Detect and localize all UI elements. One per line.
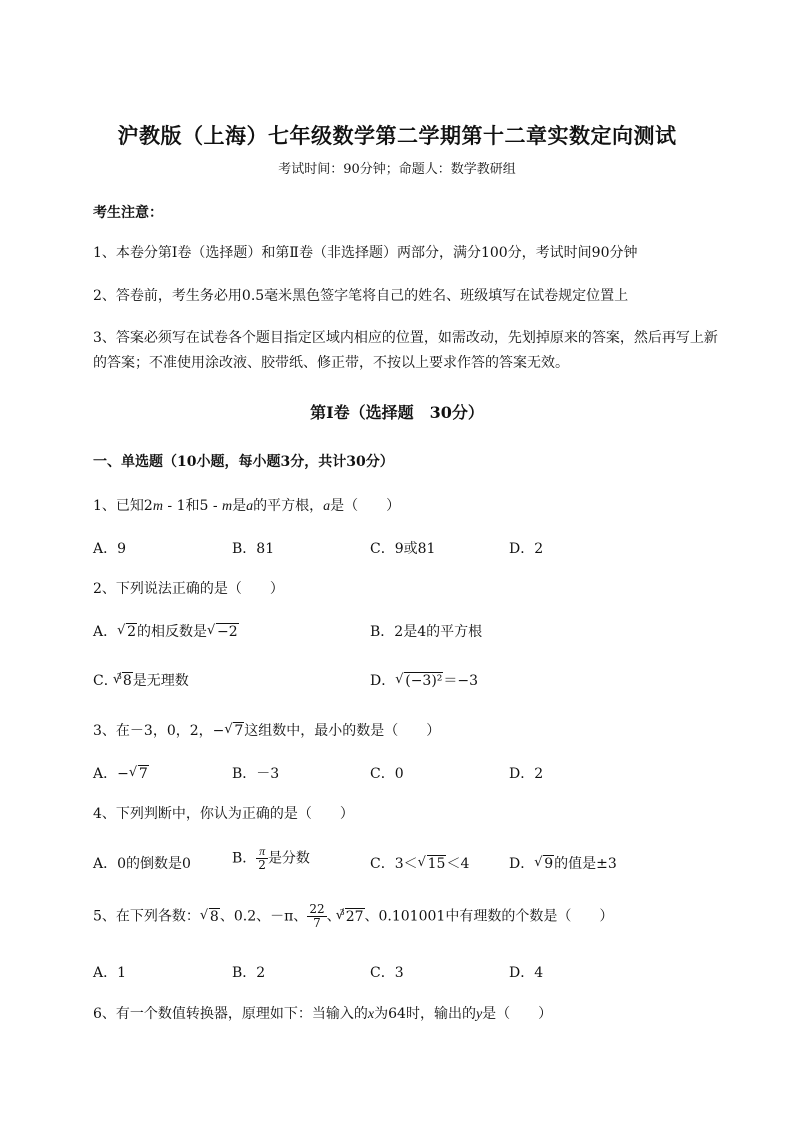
- part-title: 一、单选题（10小题，每小题3分，共计30分）: [93, 454, 394, 470]
- note-item-3-line-1: 3、答案必须写在试卷各个题目指定区域内相应的位置，如需改动，先划掉原来的答案，然后再写上新: [93, 330, 718, 346]
- q3-option-b: B．－3: [232, 766, 280, 782]
- q1-option-a: A．9: [93, 541, 127, 557]
- q2-option-a: A．√ 2的相反数是√ −2: [93, 621, 239, 641]
- q2-option-c: C．$^3$√ 8是无理数: [93, 670, 189, 690]
- q3-option-a: A．−√ 7: [93, 763, 149, 783]
- q5-option-c: C．3: [370, 965, 404, 981]
- q4-option-b: B． $\frac{\pi}{2}$ 是分数: [232, 844, 310, 873]
- note-item-3-line-2: 的答案；不准使用涂改液、胶带纸、修正带，不按以上要求作答的答案无效。: [93, 355, 569, 371]
- exam-info: 考试时间：90分钟；命题人：数学教研组: [278, 162, 516, 177]
- q2-option-d: D．√ (−3)²＝−3: [370, 670, 478, 690]
- q3-option-d: D．2: [509, 766, 544, 782]
- question-4: 4、下列判断中，你认为正确的是（ ）: [93, 806, 354, 822]
- section-title: 第Ⅰ卷（选择题 30分）: [310, 403, 484, 422]
- q4-option-a: A．0的倒数是0: [93, 856, 191, 872]
- q1-option-b: B．81: [232, 541, 275, 557]
- q2-option-b: B．2是4的平方根: [370, 624, 483, 640]
- q1-option-d: D．2: [509, 541, 544, 557]
- note-item-1: 1、本卷分第Ⅰ卷（选择题）和第Ⅱ卷（非选择题）两部分，满分100分，考试时间90分钟: [93, 245, 638, 261]
- page-title: 沪教版（上海）七年级数学第二学期第十二章实数定向测试: [117, 123, 677, 148]
- question-1: 1、已知2m - 1和5 - m是a的平方根，a是（ ）: [93, 498, 401, 514]
- question-2: 2、下列说法正确的是（ ）: [93, 581, 284, 597]
- q5-option-d: D．4: [509, 965, 544, 981]
- notes-heading: 考生注意：: [93, 205, 163, 221]
- q1-option-c: C．9或81: [370, 541, 436, 557]
- question-3: 3、在－3，0，2，−√ 7这组数中，最小的数是（ ）: [93, 720, 440, 740]
- question-5: 5、在下列各数：√ 8、0.2、－π、 $\frac{22}{7}$ 、$^3$√ 27、0.101001中有理数的个数是（ ）: [93, 903, 613, 930]
- q4-option-d: D．√ 9的值是±3: [509, 853, 617, 873]
- q5-option-b: B．2: [232, 965, 266, 981]
- note-item-2: 2、答卷前，考生务必用0.5毫米黑色签字笔将自己的姓名、班级填写在试卷规定位置上: [93, 288, 629, 304]
- question-6: 6、有一个数值转换器，原理如下：当输入的x为64时，输出的y是（ ）: [93, 1006, 553, 1022]
- q4-option-c: C．3＜√ 15＜4: [370, 853, 469, 873]
- q3-option-c: C．0: [370, 766, 404, 782]
- q5-option-a: A．1: [93, 965, 127, 981]
